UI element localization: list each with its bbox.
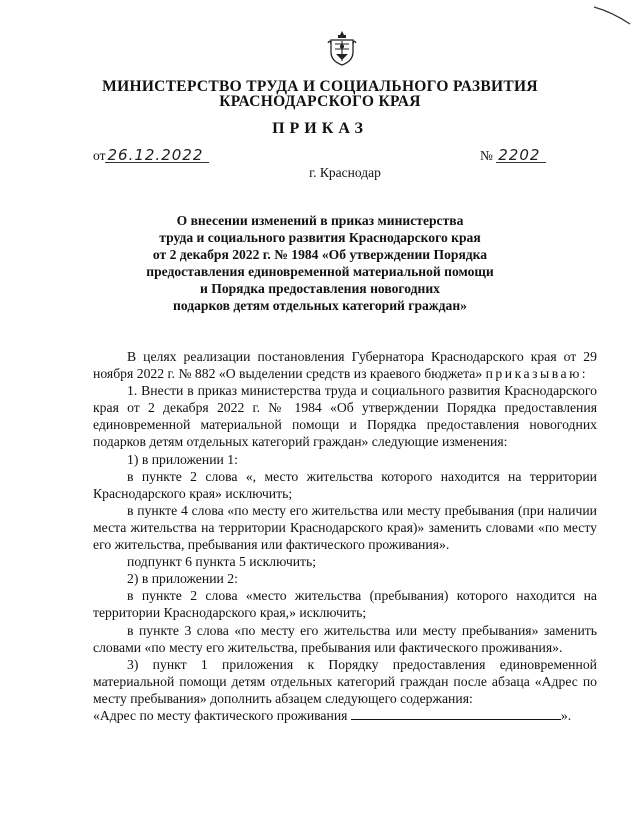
subject-line-1: О внесении изменений в приказ министерства — [176, 213, 464, 228]
ministry-title — [0, 79, 640, 109]
ministry-title-line-2: КРАСНОДАРСКОГО КРАЯ — [219, 93, 421, 110]
number-prefix: № — [480, 148, 493, 163]
subject-line-3: от 2 декабря 2022 г. № 1984 «Об утверждении Порядка — [152, 247, 488, 262]
subject-line-5: и Порядка предоставления новогодних — [200, 281, 440, 296]
paragraph-2: 1) в приложении 1: — [127, 451, 238, 467]
paragraph-9: 3) пункт 1 приложения к Порядку предоставления единовременной материальной помощи детям отдельных категорий граждан после абзаца «Адрес по месту пребывания» дополнить абзацем следующего содержания: — [93, 656, 597, 706]
subject-line-6: подарков детям отдельных категорий граждан» — [173, 298, 467, 313]
date-block — [93, 148, 209, 164]
paragraph-4: в пункте 4 слова «по месту его жительства или месту пребывания (при наличии места жительства на территории Краснодарского края)» заменить словами «по месту его жительства, пребывания или фактического проживания». — [93, 502, 597, 553]
paragraph-7: в пункте 2 слова «место жительства (пребывания) которого находится на территории Краснодарского края,» исключить; — [93, 588, 597, 621]
address-end: ». — [560, 707, 572, 723]
paragraph-1: 1. Внести в приказ министерства труда и социального развития Краснодарского края от 2 декабря 2022 г. № 1984 «Об утверждении Порядка предоставления единовременной материальной помощи и Порядка предоставления новогодних подарков детям отдельных категорий граждан» следующие изменения: — [93, 383, 597, 450]
subject-line-2: труда и социального развития Краснодарского края — [159, 230, 481, 245]
paragraph-6: 2) в приложении 2: — [127, 571, 238, 587]
order-word: приказываю: — [485, 366, 589, 382]
number-value: 2202 — [496, 148, 546, 163]
intro-text: В целях реализации постановления Губернатора Краснодарского края от 29 ноября 2022 г. № 882 «О выделении средств из краевого бюджета» — [93, 349, 597, 382]
subject-line-4: предоставления единовременной материальной помощи — [146, 264, 494, 279]
paragraph-5: подпункт 6 пункта 5 исключить; — [127, 554, 317, 570]
intro-paragraph — [93, 348, 597, 382]
date-value: 26.12.2022 — [105, 148, 209, 163]
paragraph-8: в пункте 3 слова «по месту его жительства или месту пребывания» заменить словами «по месту его жительства, пребывания или фактического проживания». — [93, 622, 597, 655]
ministry-title-line-1: МИНИСТЕРСТВО ТРУДА И СОЦИАЛЬНОГО РАЗВИТИЯ — [102, 78, 538, 95]
address-blank-line — [351, 708, 561, 720]
document-type: ПРИКАЗ — [272, 120, 368, 137]
city: г. Краснодар — [309, 165, 381, 180]
date-prefix: от — [93, 148, 106, 163]
document-subject — [0, 212, 640, 314]
paragraph-10 — [93, 707, 597, 724]
paragraph-3: в пункте 2 слова «, место жительства которого находится на территории Краснодарского края» исключить; — [93, 468, 597, 501]
document-body — [93, 348, 597, 724]
address-text: «Адрес по месту фактического проживания — [93, 707, 348, 723]
coat-of-arms-icon — [327, 30, 357, 66]
handwritten-corner-mark — [592, 4, 632, 26]
number-block — [480, 148, 546, 164]
